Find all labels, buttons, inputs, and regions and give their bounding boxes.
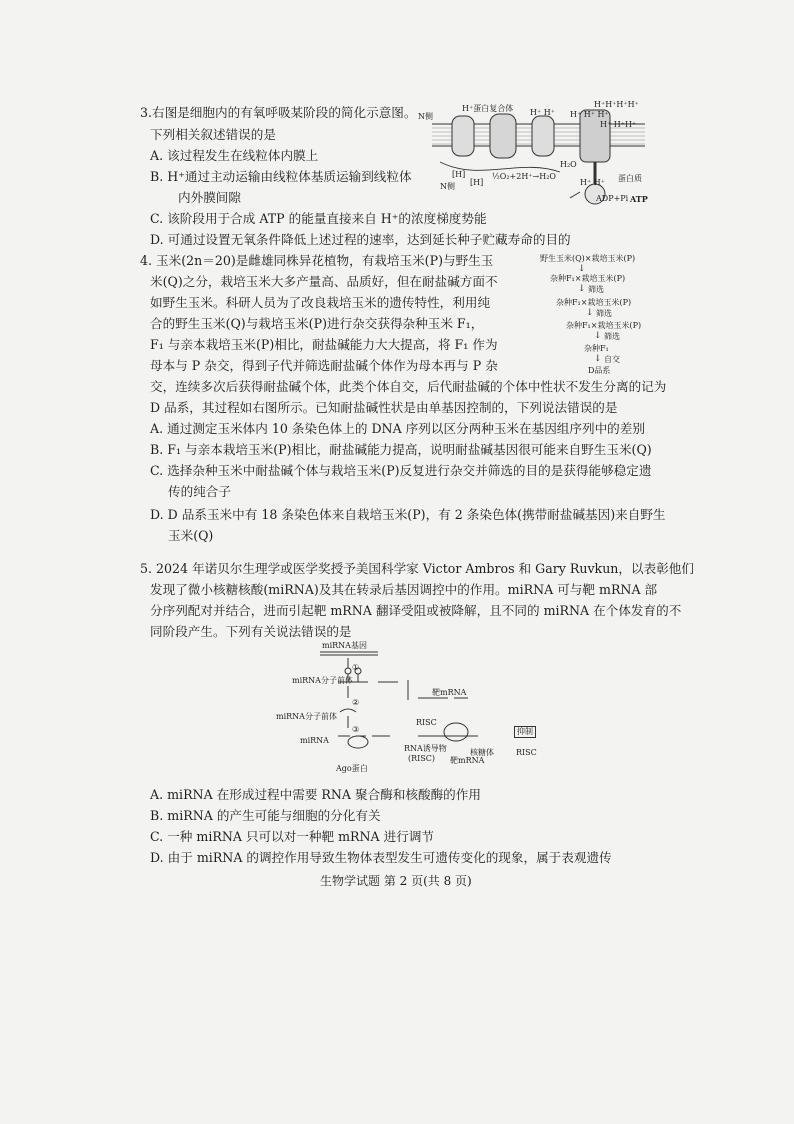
step-2-label: ② (352, 698, 360, 707)
target-mrna-label-1: 靶mRNA (432, 688, 467, 697)
down-arrow-icon: ↓ (594, 331, 602, 341)
q4-stem-line3: 如野生玉米。科研人员为了改良栽培玉米的遗传特性，利用纯 (150, 295, 491, 310)
flow-screen-2: 筛选 (596, 309, 612, 318)
flow-row-2: 杂种F₁×栽培玉米(P) (550, 274, 626, 283)
q5-option-c: C. 一种 miRNA 只可以对一种靶 mRNA 进行调节 (150, 829, 435, 844)
flow-row-1: 野生玉米(Q)×栽培玉米(P) (540, 254, 636, 263)
complex-label: H⁺蛋白复合体 (462, 104, 514, 113)
page-footer: 生物学试题 第 2 页(共 8 页) (320, 874, 472, 888)
step-1-label: ① (352, 663, 360, 672)
q4-option-a: A. 通过测定玉米体内 10 条染色体上的 DNA 序列以区分两种玉米在基因组序列中的差别 (150, 421, 645, 436)
h-cluster-1: H⁺H⁺H⁺H⁺ (594, 100, 639, 109)
flow-row-5: 杂种F₁ (584, 344, 609, 353)
risc-abbr-label: (RISC) (408, 754, 436, 763)
q5-option-b: B. miRNA 的产生可能与细胞的分化有关 (150, 808, 381, 823)
mirna-gene-label: miRNA基因 (322, 641, 367, 650)
h-bottom-label: H⁺ H⁺ (580, 178, 605, 187)
risc-full-label: RNA诱导物 (404, 744, 447, 753)
atp-label: ATP (630, 194, 648, 204)
h-cluster-2: H⁺ H⁺ H⁺ (570, 110, 609, 119)
q4-option-c-line2: 传的纯合子 (168, 484, 231, 499)
flow-selfing: 自交 (604, 355, 620, 364)
q3-option-b-line1: B. H⁺通过主动运输由线粒体基质运输到线粒体 (150, 169, 412, 184)
flow-screen-3: 筛选 (604, 332, 620, 341)
q4-option-b: B. F₁ 与亲本栽培玉米(P)相比，耐盐碱能力提高，说明耐盐碱基因很可能来自野生玉米(Q) (150, 442, 652, 457)
flow-row-6: D品系 (588, 366, 611, 375)
q4-stem-line2: 米(Q)之分，栽培玉米大多产量高、品质好，但在耐盐碱方面不 (150, 274, 498, 289)
q4-option-d-line2: 玉米(Q) (168, 528, 214, 543)
q4-stem-line5: F₁ 与亲本栽培玉米(P)相比，耐盐碱能力大大提高，将 F₁ 作为 (150, 337, 498, 352)
q5-stem-line2: 发现了微小核糖核酸(miRNA)及其在转录后基因调控中的作用。miRNA 可与靶 mRNA 部 (150, 582, 658, 597)
down-arrow-icon: ↓ (578, 264, 586, 274)
ago-label: Ago蛋白 (336, 764, 368, 773)
q4-option-c-line1: C. 选择杂种玉米中耐盐碱个体与栽培玉米(P)反复进行杂交并筛选的目的是获得能够稳定遗 (150, 463, 652, 478)
down-arrow-icon: ↓ (578, 284, 586, 294)
q3-stem-line1: 3.右图是细胞内的有氧呼吸某阶段的简化示意图。 (140, 105, 417, 120)
q4-stem-line7: 交，连续多次后获得耐盐碱个体，此类个体自交，后代耐盐碱的个体中性状不发生分离的记为 (150, 379, 667, 394)
precursor-2-label: miRNA分子前体 (276, 712, 337, 721)
flow-row-3: 杂种F₁×栽培玉米(P) (556, 298, 632, 307)
h-mid-label: [H] (470, 178, 484, 187)
mirna-pathway-diagram (268, 640, 498, 765)
q3-option-c: C. 该阶段用于合成 ATP 的能量直接来自 H⁺的浓度梯度势能 (150, 211, 487, 226)
q5-stem-line4: 同阶段产生。下列有关说法错误的是 (150, 624, 352, 639)
precursor-1-label: miRNA分子前体 (292, 676, 353, 685)
q4-stem-line4: 合的野生玉米(Q)与栽培玉米(P)进行杂交获得杂种玉米 F₁， (150, 316, 484, 331)
q5-option-d: D. 由于 miRNA 的调控作用导致生物体表型发生可遗传变化的现象，属于表观遗传 (150, 850, 612, 865)
q4-stem-line6: 母本与 P 杂交，得到子代并筛选耐盐碱个体作为母本再与 P 杂 (150, 358, 498, 373)
q5-option-a: A. miRNA 在形成过程中需要 RNA 聚合酶和核酸酶的作用 (150, 787, 481, 802)
step-3-label: ③ (352, 725, 360, 734)
q5-stem-line1: 5. 2024 年诺贝尔生理学或医学奖授予美国科学家 Victor Ambros 和 Gary Ruvkun，以表彰他们 (140, 561, 694, 576)
reaction-label: ½O₂+2H⁺→H₂O (492, 172, 556, 181)
q4-stem-line8: D 品系，其过程如右图所示。已知耐盐碱性状是由单基因控制的，下列说法错误的是 (150, 400, 618, 415)
protein-label: 蛋白质 (618, 174, 642, 183)
risc-label-2: RISC (516, 748, 537, 757)
target-mrna-label-2: 靶mRNA (450, 756, 485, 765)
h-left-label: [H] (452, 170, 466, 179)
risc-label-1: RISC (416, 718, 437, 727)
down-arrow-icon: ↓ (586, 308, 594, 318)
flow-screen-1: 筛选 (588, 285, 604, 294)
n-side-label-2: N侧 (440, 182, 455, 191)
down-arrow-icon: ↓ (594, 354, 602, 364)
h-top-label: H⁺ H⁺ (530, 108, 555, 117)
q3-stem-line2: 下列相关叙述错误的是 (150, 127, 276, 142)
h-cluster-3: H⁺ H⁺H⁺ (600, 120, 637, 129)
q3-option-b-line2: 内外膜间隙 (178, 190, 241, 205)
q5-stem-line3: 分序列配对并结合，进而引起靶 mRNA 翻译受阻或被降解，且不同的 miRNA 在个体发育的不 (150, 603, 682, 618)
ribosome-label: 核糖体 (470, 748, 494, 757)
inhibit-label: 抑制 (514, 726, 536, 738)
q4-stem-line1: 4. 玉米(2n＝20)是雌雄同株异花植物，有栽培玉米(P)与野生玉 (140, 253, 494, 268)
q4-option-d-line1: D. D 品系玉米中有 18 条染色体来自栽培玉米(P)，有 2 条染色体(携带耐盐碱基因)来自野生 (150, 507, 666, 522)
q3-option-a: A. 该过程发生在线粒体内膜上 (150, 148, 319, 163)
q3-option-d: D. 可通过设置无氧条件降低上述过程的速率，达到延长种子贮藏寿命的目的 (150, 232, 571, 247)
n-side-label: N侧 (418, 112, 433, 121)
adp-label: ADP+Pi (596, 194, 629, 203)
h2o-label: H₂O (560, 160, 577, 169)
flow-row-4: 杂种F₁×栽培玉米(P) (566, 321, 642, 330)
mirna-label: miRNA (300, 736, 329, 745)
